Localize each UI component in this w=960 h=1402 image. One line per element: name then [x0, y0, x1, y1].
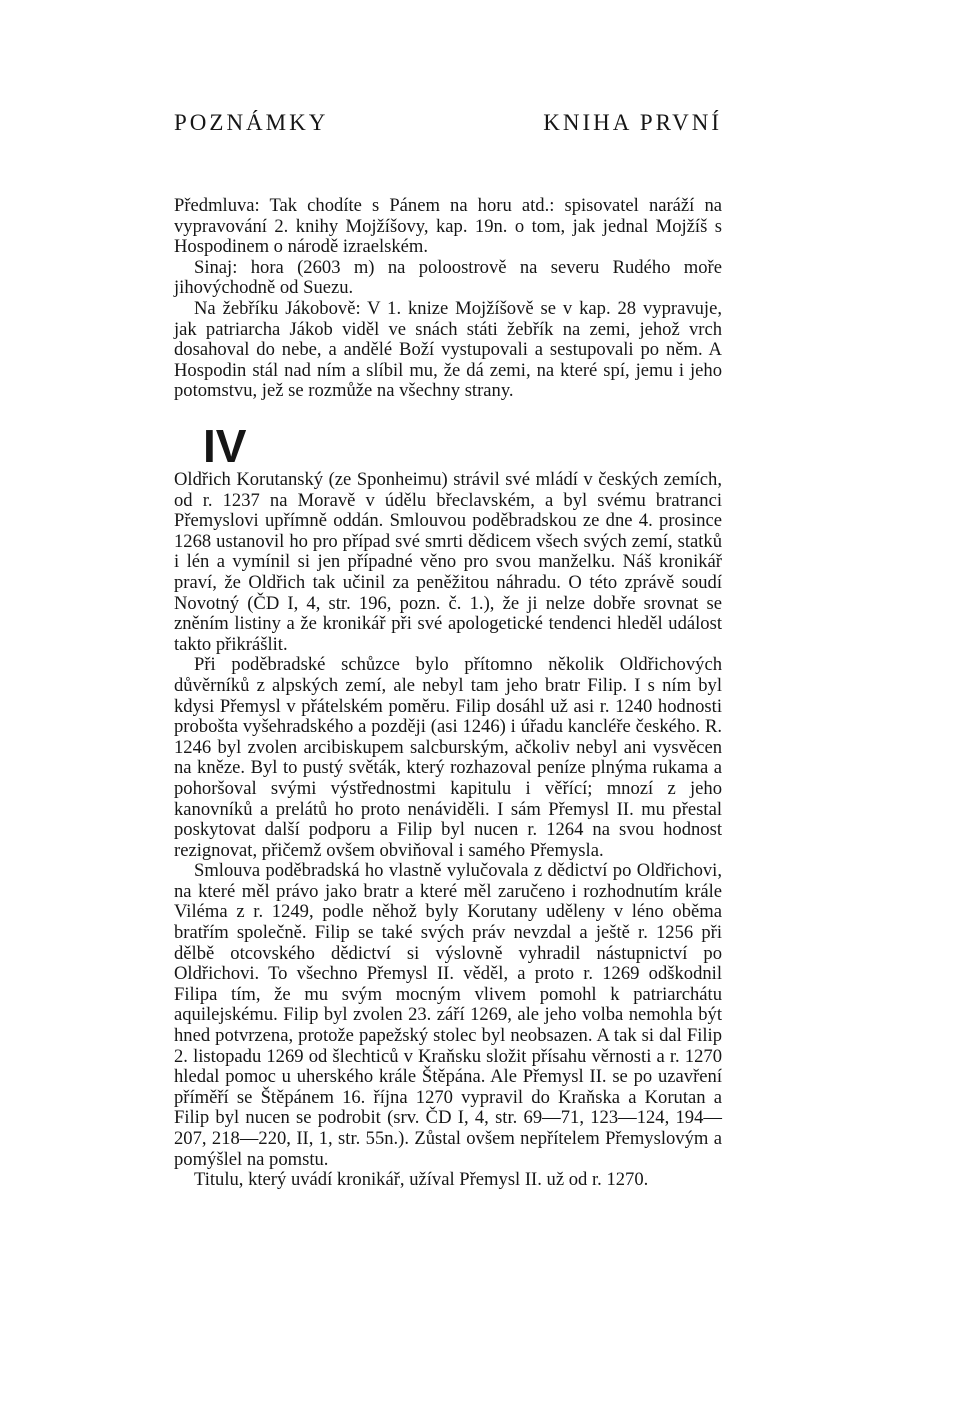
running-head: [174, 110, 722, 136]
note-paragraph: Oldřich Korutanský (ze Sponheimu) strávil své mládí v českých zemích, od r. 1237 na Moravě v údělu břeclavském, a byl svému bratranci Přemyslovi upřímně oddán. Smlouvou poděbradskou ze dne 4. prosince 1268 ustanovil ho pro případ své smrti dědicem všech svých zemí, statků i lén a vymínil si jen případné věno pro svou manželku. Náš kronikář praví, že Oldřich tak učinil za peněžitou náhradu. O této zprávě soudí Novotný (ČD I, 4, str. 196, pozn. č. 1.), že ji nelze dobře srovnat se zněním listiny a že kronikář při své apologetické tendenci hleděl událost takto přikrášlit.: [174, 469, 722, 655]
note-paragraph: Titulu, který uvádí kronikář, užíval Přemysl II. už od r. 1270.: [194, 1169, 649, 1191]
chapter-number: IV: [203, 420, 247, 472]
running-head-right: KNIHA PRVNÍ: [543, 110, 722, 135]
running-head-left: POZNÁMKY: [174, 110, 329, 135]
note-paragraph: Předmluva: Tak chodíte s Pánem na horu atd.: spisovatel naráží na vypravování 2. knihy Mojžíšovy, kap. 19n. o tom, jak jednal Mojžíš s Hospodinem o národě izraelském.: [174, 195, 722, 258]
note-paragraph: Sinaj: hora (2603 m) na poloostrově na severu Rudého moře jihovýchodně od Suezu.: [174, 256, 722, 299]
intro-notes: [174, 196, 722, 402]
note-paragraph: Smlouva poděbradská ho vlastně vylučovala z dědictví po Oldřichovi, na které měl právo jako bratr a které měl zaručeno i rozhodnutím krále Viléma z r. 1249, podle něhož byly Korutany uděleny v léno oběma bratřím společně. Filip se také svých práv nevzdal a ještě r. 1256 při dělbě otcovského dědictví si výslovně vyhradil nástupnictví po Oldřichovi. To všechno Přemysl II. věděl, a proto r. 1269 odškodnil Filipa tím, že mu svým mocným vlivem pomohl k patriarchátu aquilejskému. Filip byl zvolen 23. září 1269, ale jeho volba nemohla být hned potvrzena, protože papežský stolec byl neobsazen. A tak si dal Filip 2. listopadu 1269 od šlechticů v Kraňsku složit přísahu věrnosti a r. 1270 hledal pomoc u uherského krále Štěpána. Ale Přemysl II. se po uzavření příměří se Štěpánem 16. října 1270 vypravil do Kraňska a Korutan a Filip byl nucen se podrobit (srv. ČD I, 4, str. 69—71, 123—124, 194—207, 218—220, II, 1, str. 55n.). Zůstal ovšem nepřítelem Přemyslovým a pomýšlel na pomstu.: [174, 860, 722, 1170]
note-paragraph: Při poděbradské schůzce bylo přítomno několik Oldřichových důvěrníků z alpských zemí, ale nebyl tam jeho bratr Filip. I s ním byl kdysi Přemysl v přátelském poměru. Filip dosáhl už asi r. 1240 hodnosti probošta vyšehradského a později (asi 1246) i úřadu kancléře českého. R. 1246 byl zvolen arcibiskupem salcburským, ačkoliv nebyl ani vysvěcen na kněze. Byl to pustý světák, který rozhazoval peníze plnýma rukama a pohoršoval svými výstřednostmi kapitulu i věřící; mnozí z jeho kanovníků a prelátů ho proto nenáviděli. I sám Přemysl II. mu přestal poskytovat další podporu a Filip byl nucen r. 1264 na svou hodnost rezignovat, přičemž ovšem obviňoval i samého Přemysla.: [174, 654, 722, 861]
chapter-notes: [174, 470, 722, 1191]
note-paragraph: Na žebříku Jákobově: V 1. knize Mojžíšově se v kap. 28 vypravuje, jak patriarcha Jákob viděl ve snách státi žebřík na zemi, jehož vrch dosahoval do nebe, a andělé Boží vystupovali a sestupovali po něm. A Hospodin stál nad ním a slíbil mu, že dá zemi, na které spí, jemu i jeho potomstvu, jež se rozmůže na všechny strany.: [174, 297, 722, 402]
